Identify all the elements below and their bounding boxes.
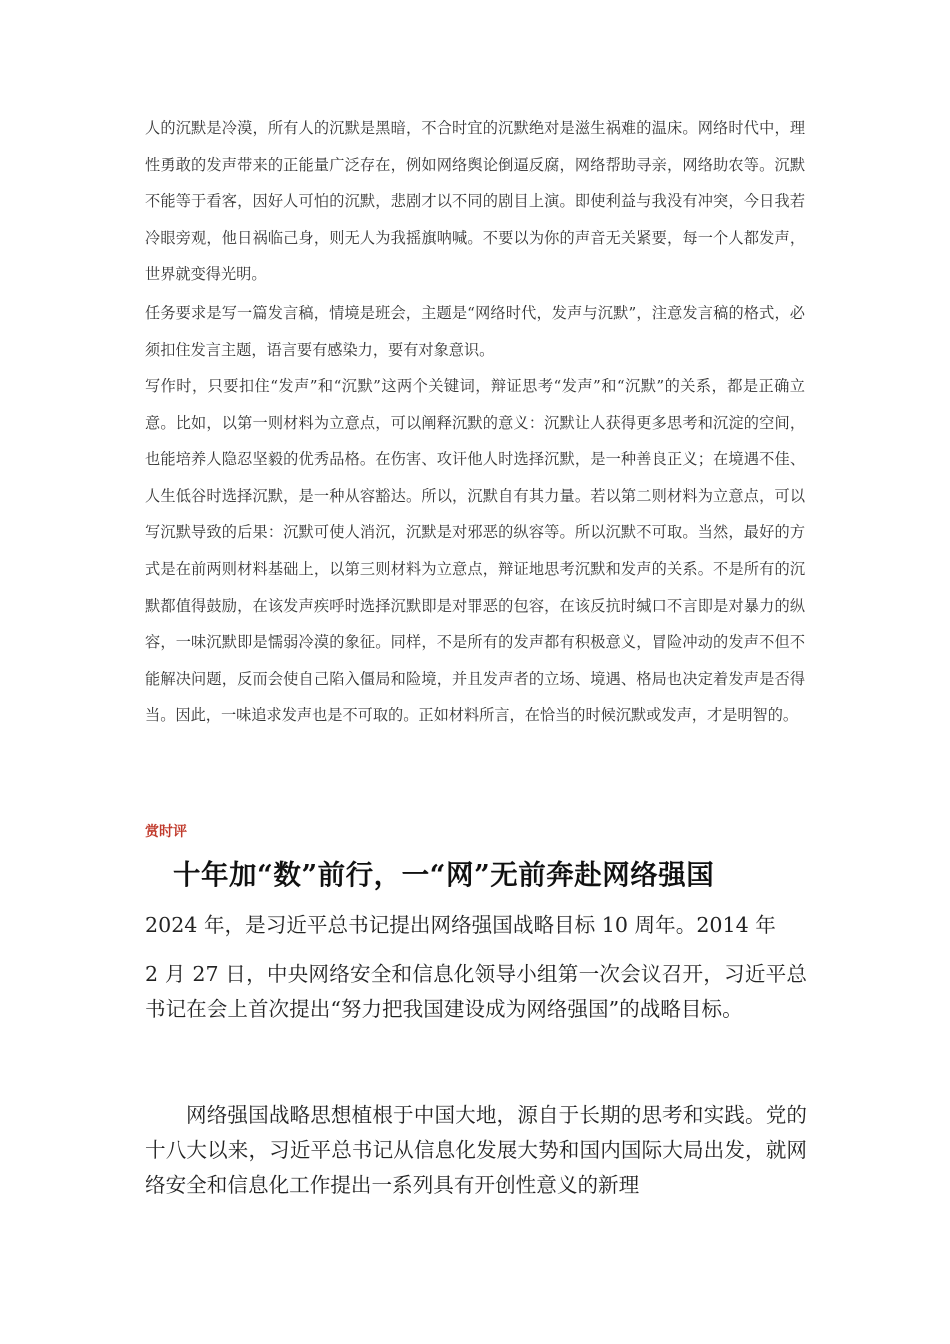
article-paragraph-1 [145,908,807,1026]
paragraph-silence-meaning: 人的沉默是冷漠，所有人的沉默是黑暗，不合时宜的沉默绝对是滋生祸难的温床。网络时代中，理性勇敢的发声带来的正能量广泛存在，例如网络舆论倒逼反腐，网络帮助寻亲，网络助农等。沉默不能等于看客，因好人可怕的沉默，悲剧才以不同的剧目上演。即使利益与我没有冲突，今日我若冷眼旁观，他日祸临己身，则无人为我摇旗呐喊。不要以为你的声音无关紧要，每一个人都发声，世界就变得光明。 [145,119,805,284]
paragraph-writing-guidance: 写作时，只要扣住“发声”和“沉默”这两个关键词，辩证思考“发声”和“沉默”的关系，都是正确立意。比如，以第一则材料为立意点，可以阐释沉默的意义：沉默让人获得更多思考和沉淀的空间，也能培养人隐忍坚毅的优秀品格。在伤害、攻讦他人时选择沉默，是一种善良正义；在境遇不佳、人生低谷时选择沉默，是一种从容豁达。所以，沉默自有其力量。若以第二则材料为立意点，可以写沉默导致的后果：沉默可使人消沉，沉默是对邪恶的纵容等。所以沉默不可取。当然，最好的方式是在前两则材料基础上，以第三则材料为立意点，辩证地思考沉默和发声的关系。不是所有的沉默都值得鼓励，在该发声疾呼时选择沉默即是对罪恶的包容，在该反抗时缄口不言即是对暴力的纵容，一味沉默即是懦弱冷漠的象征。同样，不是所有的发声都有积极意义，冒险冲动的发声不但不能解决问题，反而会使自己陷入僵局和险境，并且发声者的立场、境遇、格局也决定着发声是否得当。因此，一味追求发声也是不可取的。正如材料所言，在恰当的时候沉默或发声，才是明智的。 [145,377,805,725]
section-label: 赏时评 [145,824,187,840]
paragraph-task-requirement: 任务要求是写一篇发言稿，情境是班会，主题是“网络时代，发声与沉默”，注意发言稿的格式，必须扣住发言主题，语言要有感染力，要有对象意识。 [145,304,805,359]
article-paragraph-1-rest: 2 月 27 日，中央网络安全和信息化领导小组第一次会议召开，习近平总书记在会上首次提出“努力把我国建设成为网络强国”的战略目标。 [145,962,807,1021]
article-title: 十年加“数”前行，一“网”无前奔赴网络强国 [173,859,715,891]
article-paragraph-1-line-1: 2024 年，是习近平总书记提出网络强国战略目标 10 周年。2014 年 [145,913,776,937]
article-paragraph-2: 网络强国战略思想植根于中国大地，源自于长期的思考和实践。党的十八大以来，习近平总书记从信息化发展大势和国内国际大局出发，就网络安全和信息化工作提出一系列具有开创性意义的新理 [145,1103,807,1197]
